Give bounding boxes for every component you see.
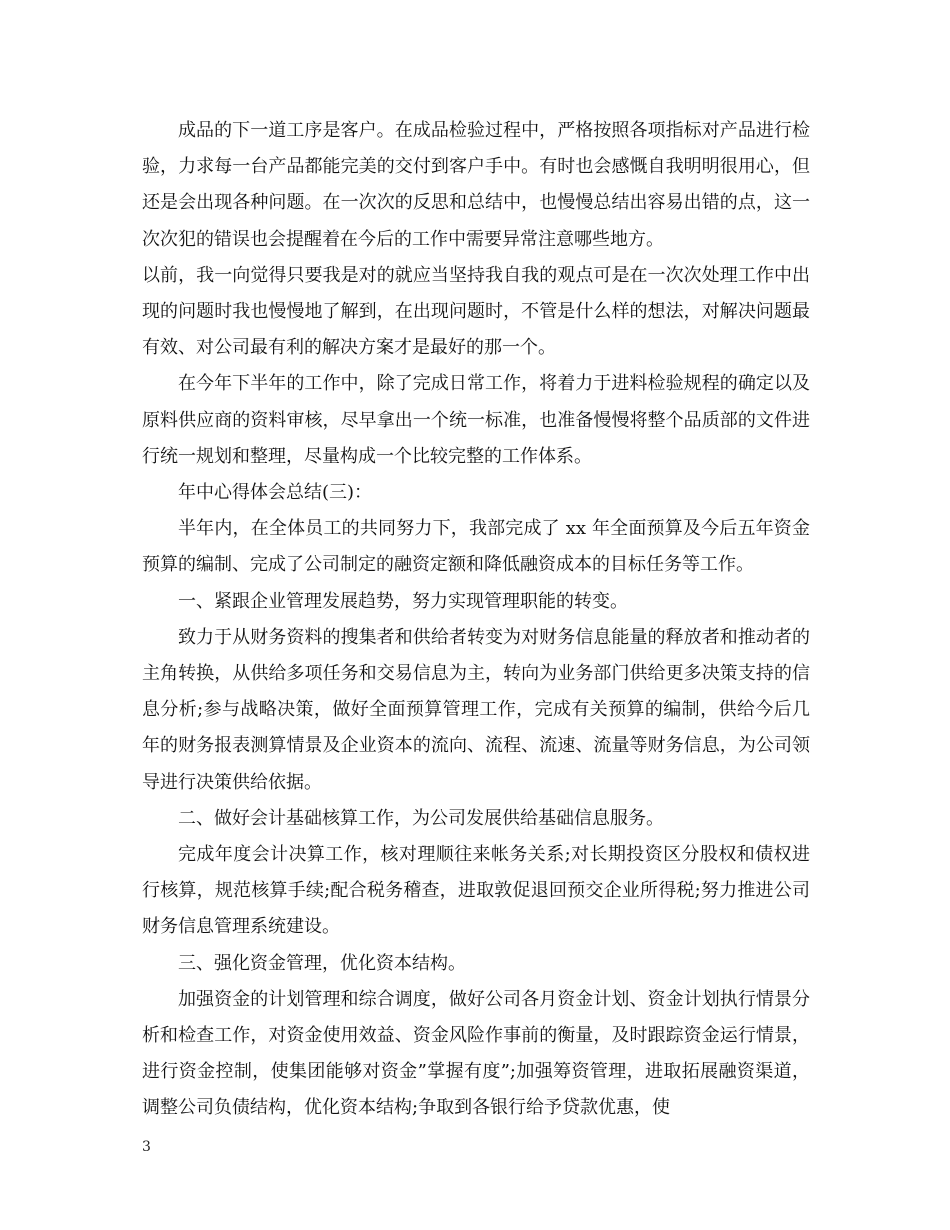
- paragraph: 完成年度会计决算工作，核对理顺往来帐务关系;对长期投资区分股权和债权进行核算，规范核算手续;配合税务稽查，进取敦促退回预交企业所得税;努力推进公司财务信息管理系统建设。: [142, 844, 810, 938]
- paragraph: 在今年下半年的工作中，除了完成日常工作，将着力于进料检验规程的确定以及原料供应商的资料审核，尽早拿出一个统一标准，也准备慢慢将整个品质部的文件进行统一规划和整理，尽量构成一个比较完整的工作体系。: [142, 373, 810, 467]
- section-heading: 年中心得体会总结(三)：: [178, 482, 373, 504]
- paragraph: 半年内，在全体员工的共同努力下，我部完成了 xx 年全面预算及今后五年资金预算的编制、完成了公司制定的融资定额和降低融资成本的目标任务等工作。: [142, 518, 810, 576]
- section-heading: 二、做好会计基础核算工作，为公司发展供给基础信息服务。: [178, 807, 664, 829]
- section-heading: 一、紧跟企业管理发展趋势，努力实现管理职能的转变。: [178, 590, 628, 612]
- paragraph: 成品的下一道工序是客户。在成品检验过程中，严格按照各项指标对产品进行检验，力求每一台产品都能完美的交付到客户手中。有时也会感慨自我明明很用心，但还是会出现各种问题。在一次次的反思和总结中，也慢慢总结出容易出错的点，这一次次犯的错误也会提醒着在今后的工作中需要异常注意哪些地方。: [142, 120, 810, 250]
- page-number: 3: [142, 1139, 151, 1155]
- paragraph: 致力于从财务资料的搜集者和供给者转变为对财务信息能量的释放者和推动者的主角转换，从供给多项任务和交易信息为主，转向为业务部门供给更多决策支持的信息分析;参与战略决策，做好全面预算管理工作，完成有关预算的编制，供给今后几年的财务报表测算情景及企业资本的流向、流程、流速、流量等财务信息，为公司领导进行决策供给依据。: [142, 626, 810, 793]
- section-heading: 三、强化资金管理，优化资本结构。: [178, 952, 466, 974]
- document-body: [142, 113, 810, 1127]
- paragraph: 以前，我一向觉得只要我是对的就应当坚持我自我的观点可是在一次次处理工作中出现的问题时我也慢慢地了解到，在出现问题时，不管是什么样的想法，对解决问题最有效、对公司最有利的解决方案才是最好的那一个。: [142, 264, 810, 359]
- paragraph: 加强资金的计划管理和综合调度，做好公司各月资金计划、资金计划执行情景分析和检查工作，对资金使用效益、资金风险作事前的衡量，及时跟踪资金运行情景，进行资金控制，使集团能够对资金”掌握有度”;加强筹资管理，进取拓展融资渠道，调整公司负债结构，优化资本结构;争取到各银行给予贷款优惠，使: [142, 988, 810, 1119]
